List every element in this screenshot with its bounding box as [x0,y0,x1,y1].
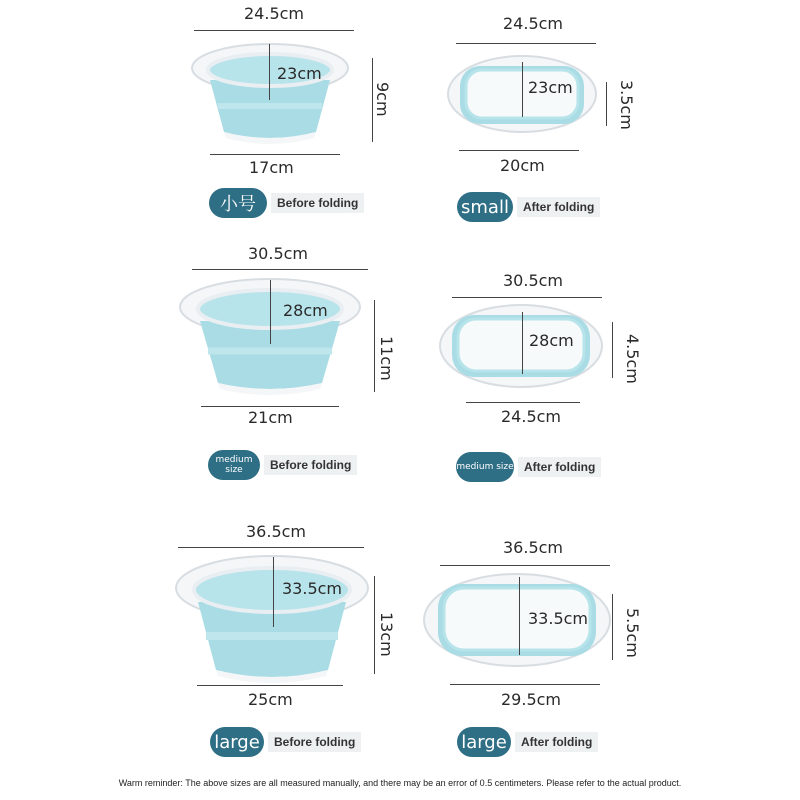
depth-line [273,557,274,627]
size-pill: large [210,727,264,757]
medium-after-badge [456,452,601,482]
dimension-line [450,684,600,685]
height-line [612,322,613,378]
large-before-top-width: 36.5cm [246,522,307,541]
size-pill: 小号 [209,188,267,218]
small-before-top-width: 24.5cm [244,4,305,23]
badge-label: After folding [515,732,598,752]
badge-label: After folding [518,457,601,477]
badge-label: Before folding [264,455,357,475]
large-after-badge [457,727,598,757]
height-line [606,82,607,126]
depth-line [522,62,523,117]
size-pill: medium size [208,450,260,480]
large-after-bottom-width: 29.5cm [501,690,562,709]
height-line [374,576,375,674]
large-before-inner-depth: 33.5cm [282,579,343,598]
height-line [374,300,375,392]
dimension-line [178,547,364,548]
large-before-height: 13cm [377,612,396,657]
large-before-badge [210,727,361,757]
small-before-badge [209,188,364,218]
medium-after-basin [438,303,604,391]
medium-before-top-width: 30.5cm [248,244,309,263]
large-before-basin [174,552,370,680]
warm-reminder-note: Warm reminder: The above sizes are all measured manually, and there may be an error of 0.5 centimeters. Please refer to the actual product. [118,778,682,788]
medium-before-bottom-width: 21cm [248,408,293,427]
badge-label: Before folding [268,732,361,752]
dimension-line [194,30,354,31]
dimension-line [197,685,343,686]
medium-after-bottom-width: 24.5cm [501,407,562,426]
depth-line [270,280,271,344]
small-before-inner-depth: 23cm [277,64,322,83]
dimension-line [210,154,340,155]
medium-after-inner-depth: 28cm [529,331,574,350]
height-line [612,594,613,660]
large-before-bottom-width: 25cm [248,690,293,709]
dimension-line [452,297,602,298]
dimension-line [456,43,596,44]
small-after-bottom-width: 20cm [500,156,545,175]
depth-line [519,577,520,655]
dimension-line [459,150,579,151]
depth-line [269,44,270,100]
small-after-height: 3.5cm [617,80,636,130]
size-pill: small [457,192,513,222]
medium-after-top-width: 30.5cm [503,271,564,290]
large-after-inner-depth: 33.5cm [528,609,589,628]
dimension-line [466,402,580,403]
medium-after-height: 4.5cm [623,334,642,384]
small-after-top-width: 24.5cm [503,14,564,33]
medium-before-height: 11cm [377,336,396,381]
small-before-bottom-width: 17cm [249,158,294,177]
badge-label: After folding [517,197,600,217]
small-before-height: 9cm [373,82,392,117]
medium-before-inner-depth: 28cm [283,301,328,320]
dimension-line [440,565,610,566]
depth-line [522,312,523,374]
large-after-top-width: 36.5cm [503,538,564,557]
dimension-line [192,269,368,270]
medium-before-badge [208,450,357,480]
badge-label: Before folding [271,193,364,213]
small-before-basin [190,40,350,140]
dimension-line [201,406,339,407]
large-after-height: 5.5cm [623,608,642,658]
small-after-badge [457,192,600,222]
size-pill: large [457,727,511,757]
size-pill: medium size [456,452,514,482]
small-after-inner-depth: 23cm [528,78,573,97]
